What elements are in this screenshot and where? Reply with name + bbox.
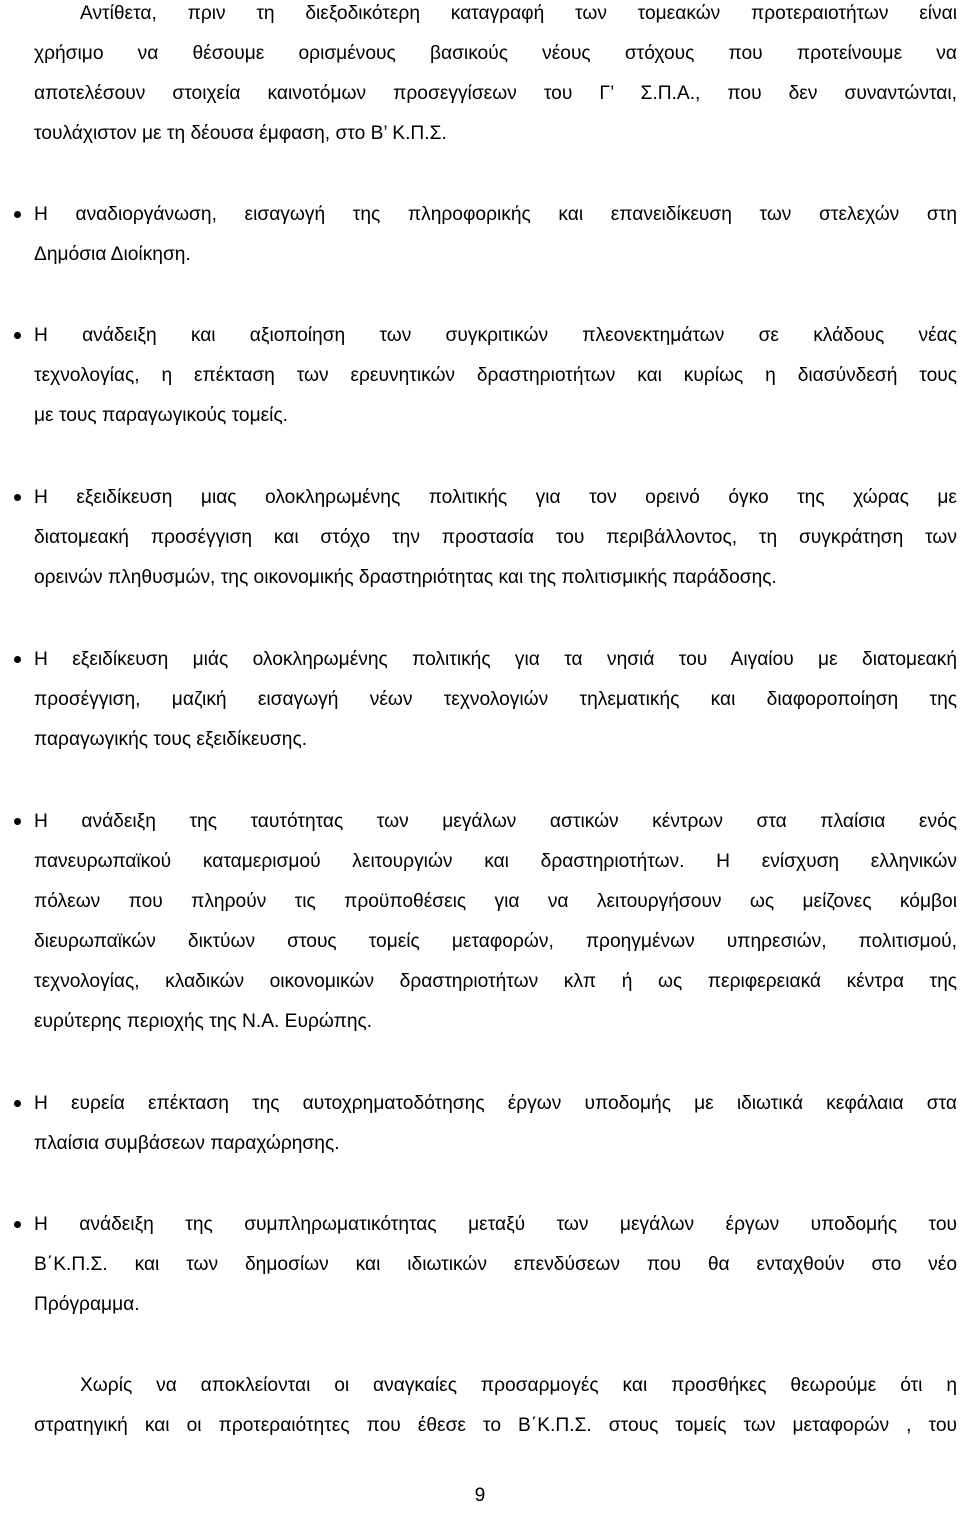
bullet-icon xyxy=(14,494,21,501)
bullet-text xyxy=(34,640,957,760)
bullet-line: Β΄Κ.Π.Σ. και των δημοσίων και ιδιωτικών επενδύσεων που θα ενταχθούν στο νέο xyxy=(34,1254,957,1275)
bullet-icon xyxy=(14,332,21,339)
bullet-line: Η ευρεία επέκταση της αυτοχρηματοδότησης έργων υποδομής με ιδιωτικά κεφάλαια στα xyxy=(34,1093,957,1114)
bullet-line: πόλεων που πληρούν τις προϋποθέσεις για να λειτουργήσουν ως μείζονες κόμβοι xyxy=(34,891,957,912)
bullet-line: ευρύτερης περιοχής της Ν.Α. Ευρώπης. xyxy=(34,1011,373,1032)
bullet-line: Η αναδιοργάνωση, εισαγωγή της πληροφορικής και επανειδίκευση των στελεχών στη xyxy=(34,204,957,225)
bullet-line: πανευρωπαϊκού καταμερισμού λειτουργιών και δραστηριοτήτων. Η ενίσχυση ελληνικών xyxy=(34,851,957,872)
bullet-line: τεχνολογίας, η επέκταση των ερευνητικών δραστηριοτήτων και κυρίως η διασύνδεσή τους xyxy=(34,365,957,386)
bullet-line: Η ανάδειξη της ταυτότητας των μεγάλων αστικών κέντρων στα πλαίσια ενός xyxy=(34,811,957,832)
bullet-line: Πρόγραμμα. xyxy=(34,1294,140,1315)
bullet-icon xyxy=(14,1221,21,1228)
closing-line: στρατηγική και οι προτεραιότητες που έθεσε το Β΄Κ.Π.Σ. στους τομείς των μεταφορών , του xyxy=(34,1415,957,1436)
intro-line: Αντίθετα, πριν τη διεξοδικότερη καταγραφή των τομεακών προτεραιοτήτων είναι xyxy=(80,3,957,24)
bullet-line: διατομεακή προσέγγιση και στόχο την προστασία του περιβάλλοντος, τη συγκράτηση των xyxy=(34,527,957,548)
bullet-line: Η ανάδειξη και αξιοποίηση των συγκριτικών πλεονεκτημάτων σε κλάδους νέας xyxy=(34,325,957,346)
bullet-icon xyxy=(14,211,21,218)
bullet-line: Η ανάδειξη της συμπληρωματικότητας μεταξύ των μεγάλων έργων υποδομής του xyxy=(34,1214,957,1235)
bullet-text xyxy=(34,478,957,598)
bullet-line: παραγωγικής τους εξειδίκευσης. xyxy=(34,729,308,750)
intro-line: αποτελέσουν στοιχεία καινοτόμων προσεγγίσεων του Γ’ Σ.Π.Α., που δεν συναντώνται, xyxy=(34,83,957,104)
bullet-line: ορεινών πληθυσμών, της οικονομικής δραστηριότητας και της πολιτισμικής παράδοσης. xyxy=(34,567,777,588)
closing-line: Χωρίς να αποκλείονται οι αναγκαίες προσαρμογές και προσθήκες θεωρούμε ότι η xyxy=(80,1375,957,1396)
intro-line: χρήσιμο να θέσουμε ορισμένους βασικούς νέους στόχους που προτείνουμε να xyxy=(34,43,957,64)
bullet-text xyxy=(34,195,957,275)
bullet-line: με τους παραγωγικούς τομείς. xyxy=(34,405,289,426)
page-number: 9 xyxy=(474,1485,486,1506)
bullet-line: τεχνολογίας, κλαδικών οικονομικών δραστηριοτήτων κλπ ή ως περιφερειακά κέντρα της xyxy=(34,971,957,992)
bullet-icon xyxy=(14,656,21,663)
bullet-line: Η εξειδίκευση μιάς ολοκληρωμένης πολιτικής για τα νησιά του Αιγαίου με διατομεακή xyxy=(34,649,957,670)
bullet-icon xyxy=(14,818,21,825)
bullet-line: Δημόσια Διοίκηση. xyxy=(34,244,191,265)
bullet-text xyxy=(34,1084,957,1164)
bullet-line: προσέγγιση, μαζική εισαγωγή νέων τεχνολογιών τηλεματικής και διαφοροποίηση της xyxy=(34,689,957,710)
closing-paragraph xyxy=(34,1366,957,1446)
bullet-line: πλαίσια συμβάσεων παραχώρησης. xyxy=(34,1133,340,1154)
bullet-icon xyxy=(14,1100,21,1107)
bullet-line: Η εξειδίκευση μιας ολοκληρωμένης πολιτικής για τον ορεινό όγκο της χώρας με xyxy=(34,487,957,508)
bullet-text xyxy=(34,802,957,1042)
intro-paragraph xyxy=(34,0,957,154)
bullet-text xyxy=(34,316,957,436)
intro-line: τουλάχιστον με τη δέουσα έμφαση, στο Β’ Κ.Π.Σ. xyxy=(34,123,447,144)
bullet-text xyxy=(34,1205,957,1325)
bullet-line: διευρωπαϊκών δικτύων στους τομείς μεταφορών, προηγμένων υπηρεσιών, πολιτισμού, xyxy=(34,931,957,952)
